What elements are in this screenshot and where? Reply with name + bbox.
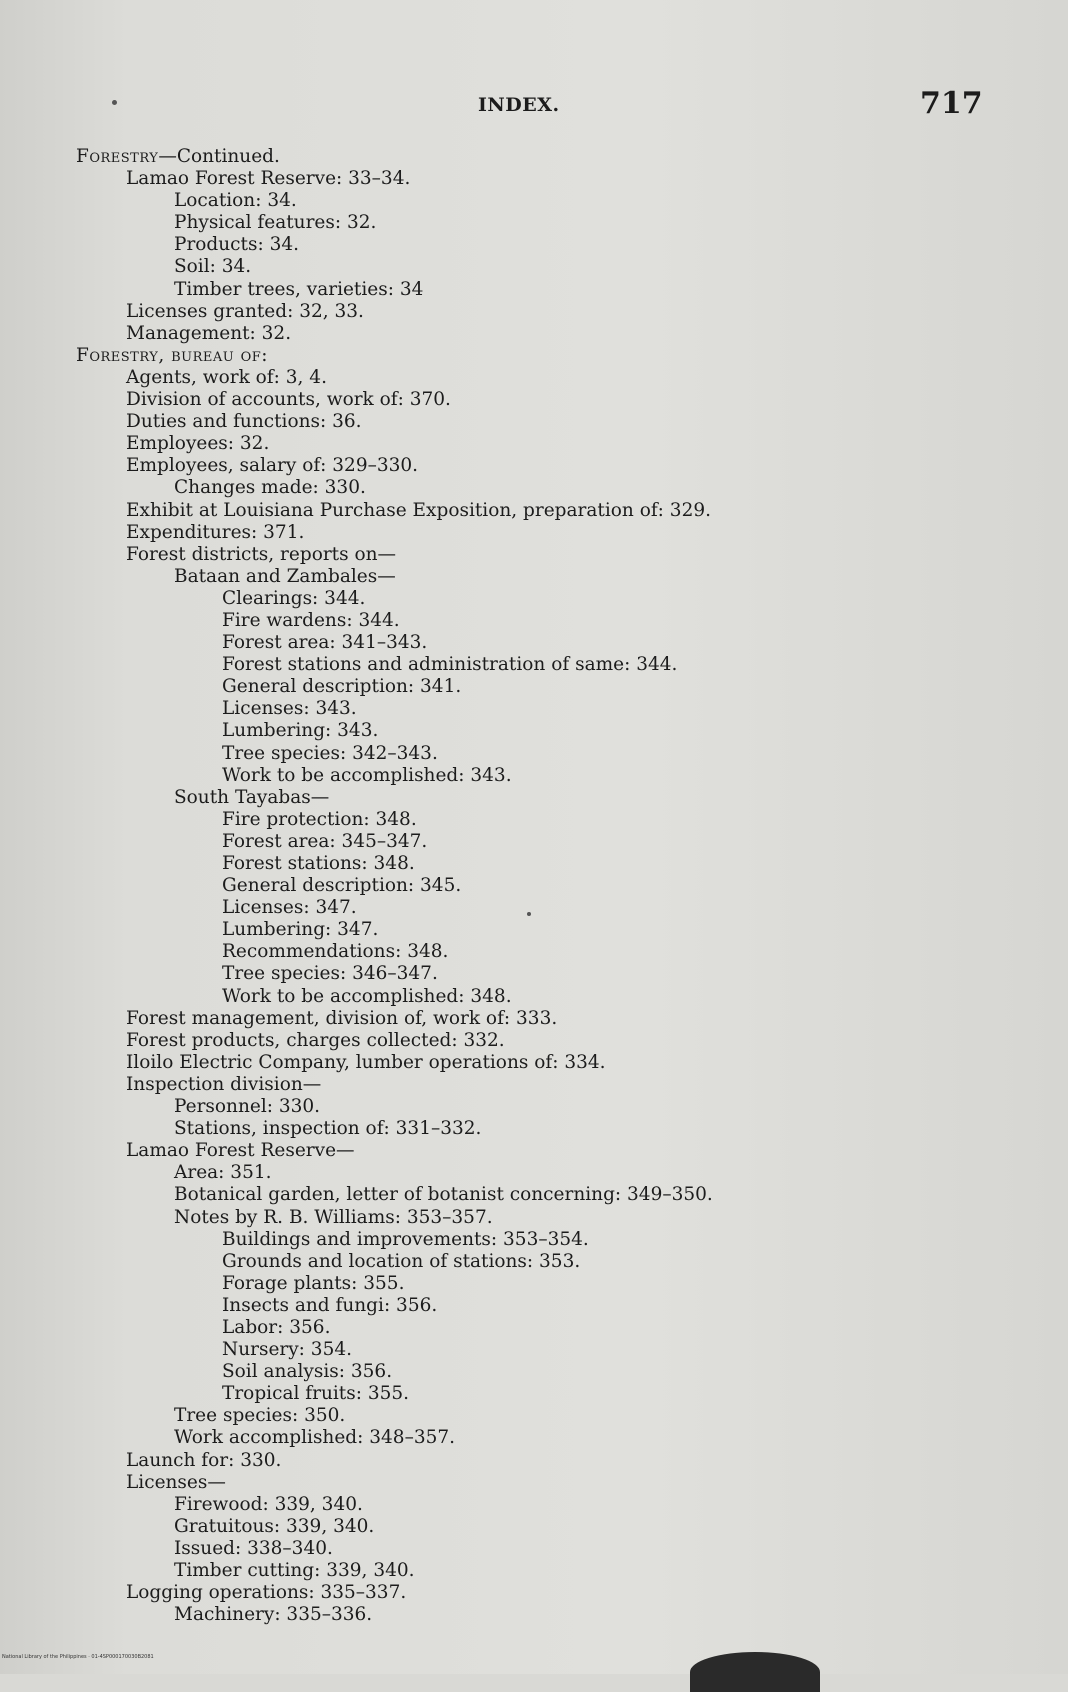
- index-entry: [76, 875, 976, 897]
- page-number: 717: [920, 86, 983, 121]
- index-entry: [76, 1052, 976, 1074]
- index-entry-text: Iloilo Electric Company, lumber operations of: 334.: [126, 1051, 606, 1073]
- index-entry-text: Soil analysis: 356.: [222, 1361, 393, 1383]
- index-entry: [76, 610, 976, 632]
- index-entry: [76, 433, 976, 455]
- index-entry: [76, 1096, 976, 1118]
- index-entry: [76, 477, 976, 499]
- index-entry: [76, 1184, 976, 1206]
- index-entry: [76, 1140, 976, 1162]
- index-entry-text: Bataan and Zambales—: [174, 565, 396, 587]
- index-entry-text: Forest stations and administration of same: 344.: [222, 654, 678, 676]
- index-entry: [76, 323, 976, 345]
- index-entry-text: Clearings: 344.: [222, 587, 366, 609]
- index-entry: [76, 1317, 976, 1339]
- index-entry-text: Agents, work of: 3, 4.: [126, 366, 327, 388]
- index-heading: [76, 146, 976, 168]
- index-entry-text: —Continued.: [158, 146, 280, 167]
- index-entry: [76, 1273, 976, 1295]
- index-entry: [76, 986, 976, 1008]
- index-entry: [76, 1229, 976, 1251]
- index-entry: [76, 1295, 976, 1317]
- index-entry: [76, 455, 976, 477]
- index-entry-text: Fire wardens: 344.: [222, 609, 400, 631]
- index-entry-text: Forest area: 345–347.: [222, 830, 428, 852]
- index-heading-term: Forestry, bureau of: [76, 344, 262, 366]
- index-entry: [76, 720, 976, 742]
- index-entry-text: Expenditures: 371.: [126, 521, 305, 543]
- index-entry: [76, 897, 976, 919]
- index-entry-text: Employees, salary of: 329–330.: [126, 455, 419, 477]
- index-entry: [76, 809, 976, 831]
- index-entry: [76, 1604, 976, 1626]
- index-entry-text: Lamao Forest Reserve—: [126, 1140, 355, 1162]
- index-entry-text: Machinery: 335–336.: [174, 1604, 373, 1626]
- index-heading-term: Forestry: [76, 146, 159, 167]
- running-header: INDEX.: [478, 94, 560, 116]
- index-entry: [76, 190, 976, 212]
- index-entry: [76, 500, 976, 522]
- index-entry-text: Buildings and improvements: 353–354.: [222, 1228, 589, 1250]
- index-entry-text: Tree species: 350.: [174, 1405, 346, 1427]
- index-entry-text: Tree species: 346–347.: [222, 963, 438, 985]
- index-entry: [76, 654, 976, 676]
- index-entry-text: Licenses—: [126, 1471, 226, 1493]
- index-entry-text: Stations, inspection of: 331–332.: [174, 1118, 482, 1140]
- index-entry: [76, 544, 976, 566]
- index-entry: [76, 765, 976, 787]
- index-entry: [76, 1582, 976, 1604]
- index-entry-text: Botanical garden, letter of botanist concerning: 349–350.: [174, 1184, 713, 1206]
- index-entry: [76, 698, 976, 720]
- index-entry: [76, 1207, 976, 1229]
- index-entry: [76, 1427, 976, 1449]
- index-entry-text: Notes by R. B. Williams: 353–357.: [174, 1206, 493, 1228]
- index-entry: [76, 1516, 976, 1538]
- ink-speck: [527, 912, 531, 916]
- index-entry-text: Licenses: 347.: [222, 897, 357, 919]
- index-entry-text: Forest stations: 348.: [222, 853, 415, 874]
- index-entry-text: Issued: 338–340.: [174, 1537, 333, 1559]
- index-entry-text: Forest districts, reports on—: [126, 543, 397, 565]
- library-footer: National Library of the Philippines · 01-4SP000170030B2081: [2, 1654, 154, 1660]
- index-entry: [76, 919, 976, 941]
- index-heading: [76, 345, 976, 367]
- index-entry: [76, 1494, 976, 1516]
- index-entry-text: Forage plants: 355.: [222, 1272, 405, 1294]
- index-entry-text: Fire protection: 348.: [222, 808, 417, 830]
- index-entry: [76, 632, 976, 654]
- index-entry-text: Management: 32.: [126, 322, 292, 344]
- index-entry-text: Licenses: 343.: [222, 698, 357, 720]
- index-entry: [76, 367, 976, 389]
- index-entry: [76, 1361, 976, 1383]
- index-entry-text: Changes made: 330.: [174, 477, 366, 499]
- index-entry-text: Nursery: 354.: [222, 1339, 352, 1361]
- index-entry: [76, 787, 976, 809]
- index-entry-text: Soil: 34.: [174, 256, 252, 278]
- index-entry-text: Grounds and location of stations: 353.: [222, 1250, 581, 1272]
- index-entry: [76, 168, 976, 190]
- scan-artifact: [690, 1652, 820, 1692]
- index-entry-text: Division of accounts, work of: 370.: [126, 389, 451, 411]
- index-entry: [76, 743, 976, 765]
- index-entry: [76, 212, 976, 234]
- index-entry: [76, 301, 976, 323]
- index-entry: [76, 1008, 976, 1030]
- index-entry: [76, 1450, 976, 1472]
- index-entry-text: Licenses granted: 32, 33.: [126, 300, 364, 322]
- index-entry: [76, 1251, 976, 1273]
- index-entry: [76, 279, 976, 301]
- index-entry: [76, 588, 976, 610]
- index-entry-text: Location: 34.: [174, 190, 297, 212]
- index-entry-text: Labor: 356.: [222, 1316, 331, 1338]
- index-entry: [76, 1339, 976, 1361]
- index-entry-text: Lamao Forest Reserve: 33–34.: [126, 168, 411, 190]
- index-entries: [76, 146, 976, 1626]
- index-entry: [76, 1472, 976, 1494]
- index-entry: [76, 676, 976, 698]
- index-entry: [76, 1405, 976, 1427]
- index-entry-text: Duties and functions: 36.: [126, 411, 362, 433]
- index-entry-text: Lumbering: 343.: [222, 720, 379, 742]
- index-entry: [76, 1074, 976, 1096]
- index-entry-text: Personnel: 330.: [174, 1096, 321, 1118]
- index-entry-text: Firewood: 339, 340.: [174, 1493, 363, 1515]
- index-entry-text: Work to be accomplished: 348.: [222, 985, 512, 1007]
- index-entry-text: Recommendations: 348.: [222, 941, 449, 963]
- index-entry-text: Inspection division—: [126, 1073, 322, 1095]
- index-entry: [76, 963, 976, 985]
- index-entry: [76, 1118, 976, 1140]
- index-entry: [76, 831, 976, 853]
- index-entry: [76, 256, 976, 278]
- index-entry-text: Employees: 32.: [126, 433, 270, 455]
- index-entry-text: Logging operations: 335–337.: [126, 1582, 407, 1604]
- index-entry-text: South Tayabas—: [174, 786, 330, 808]
- index-entry-text: General description: 341.: [222, 676, 462, 698]
- index-entry: [76, 1538, 976, 1560]
- index-entry-text: Forest management, division of, work of: 333.: [126, 1007, 558, 1029]
- index-entry-text: Timber trees, varieties: 34: [174, 278, 424, 300]
- index-entry-text: Work to be accomplished: 343.: [222, 764, 512, 786]
- index-entry: [76, 234, 976, 256]
- index-entry: [76, 1383, 976, 1405]
- ink-speck: [112, 100, 117, 105]
- index-entry-text: Insects and fungi: 356.: [222, 1294, 438, 1316]
- index-entry-text: Physical features: 32.: [174, 212, 377, 234]
- index-entry-text: Launch for: 330.: [126, 1449, 282, 1471]
- index-entry: [76, 389, 976, 411]
- index-entry-text: Forest products, charges collected: 332.: [126, 1029, 505, 1051]
- index-entry: [76, 1162, 976, 1184]
- index-entry-text: Tropical fruits: 355.: [222, 1383, 410, 1405]
- index-entry-text: General description: 345.: [222, 875, 462, 897]
- index-entry-text: Work accomplished: 348–357.: [174, 1427, 456, 1449]
- index-entry-text: Forest area: 341–343.: [222, 632, 428, 654]
- index-entry-text: Products: 34.: [174, 234, 300, 256]
- index-entry: [76, 941, 976, 963]
- index-entry-text: Lumbering: 347.: [222, 919, 379, 941]
- index-entry: [76, 1560, 976, 1582]
- index-entry: [76, 1030, 976, 1052]
- index-entry-text: :: [261, 344, 268, 366]
- index-entry: [76, 411, 976, 433]
- index-entry: [76, 566, 976, 588]
- index-entry-text: Tree species: 342–343.: [222, 742, 438, 764]
- index-entry-text: Gratuitous: 339, 340.: [174, 1515, 375, 1537]
- index-entry: [76, 522, 976, 544]
- index-entry: [76, 853, 976, 875]
- index-entry-text: Timber cutting: 339, 340.: [174, 1560, 415, 1581]
- index-entry-text: Area: 351.: [174, 1162, 272, 1184]
- index-entry-text: Exhibit at Louisiana Purchase Exposition, preparation of: 329.: [126, 499, 711, 521]
